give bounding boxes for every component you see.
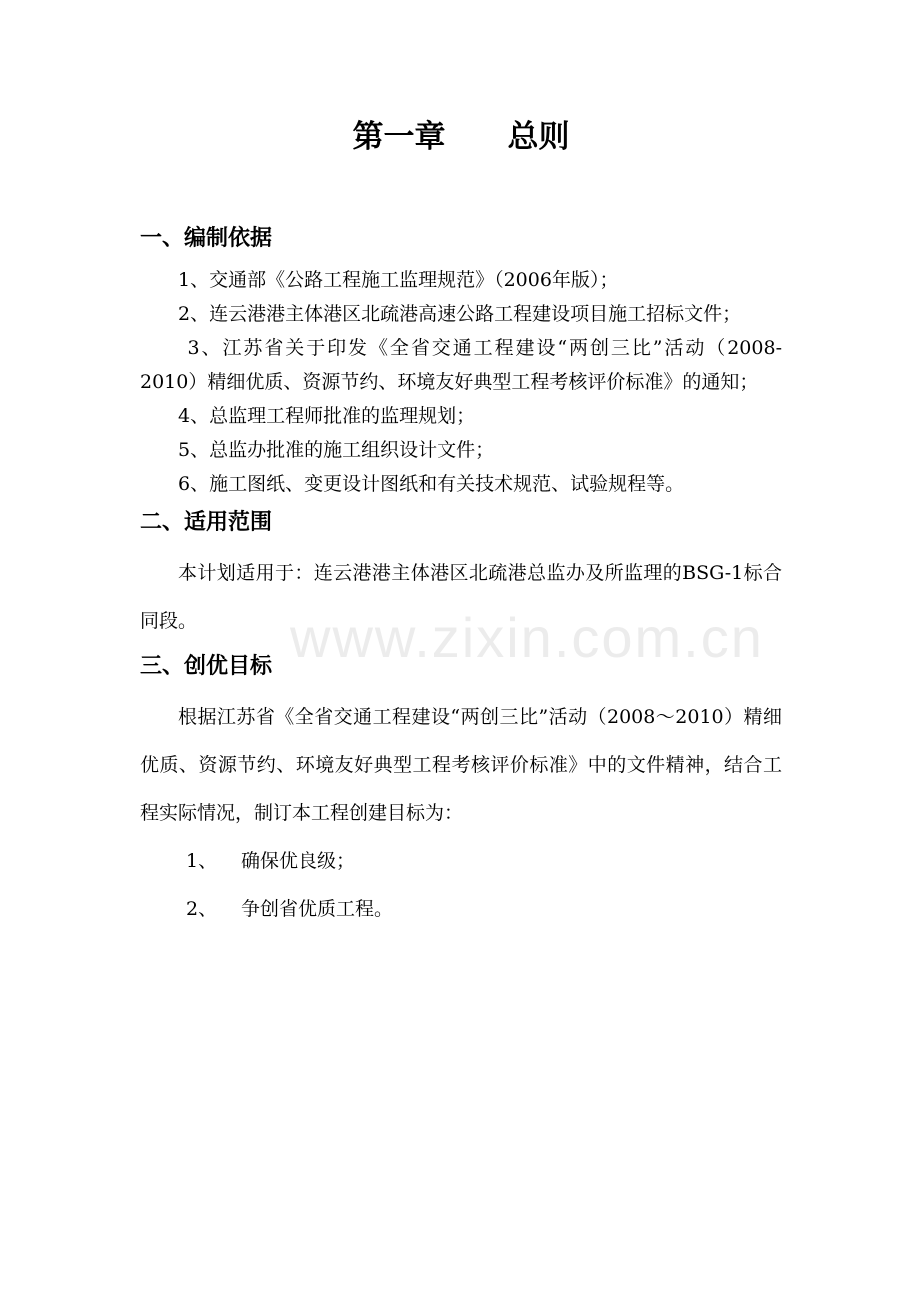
- goal-item: [140, 885, 782, 933]
- watermark: www.zixin.com.cn: [290, 606, 764, 669]
- scope-paragraph: 本计划适用于：连云港港主体港区北疏港总监办及所监理的BSG-1标合同段。: [140, 562, 782, 632]
- basis-item: 4、总监理工程师批准的监理规划；: [178, 405, 476, 427]
- section-heading-basis: 一、编制依据: [140, 226, 273, 251]
- section-heading-scope: 二、适用范围: [140, 510, 273, 535]
- basis-item: 3、江苏省关于印发《全省交通工程建设“两创三比”活动（2008-2010）精细优质、资源节约、环境友好典型工程考核评价标准》的通知；: [140, 337, 782, 393]
- basis-item: 6、施工图纸、变更设计图纸和有关技术规范、试验规程等。: [178, 473, 685, 495]
- basis-item: 2、连云港港主体港区北疏港高速公路工程建设项目施工招标文件；: [178, 303, 742, 325]
- goal-number: 2、: [186, 898, 218, 920]
- document-content: [140, 112, 782, 933]
- chapter-title: 第一章 总则: [352, 119, 570, 155]
- basis-item: 1、交通部《公路工程施工监理规范》（2006年版）；: [178, 269, 619, 291]
- goal-number: 1、: [186, 850, 218, 872]
- goal-text: 确保优良级；: [241, 850, 356, 872]
- basis-item: 5、总监办批准的施工组织设计文件；: [178, 439, 495, 461]
- section-heading-goals: 三、创优目标: [140, 654, 273, 679]
- goal-text: 争创省优质工程。: [241, 898, 394, 920]
- goal-item: [140, 837, 782, 885]
- goals-paragraph: 根据江苏省《全省交通工程建设“两创三比”活动（2008～2010）精细优质、资源节约、环境友好典型工程考核评价标准》中的文件精神，结合工程实际情况，制订本工程创建目标为：: [140, 706, 782, 824]
